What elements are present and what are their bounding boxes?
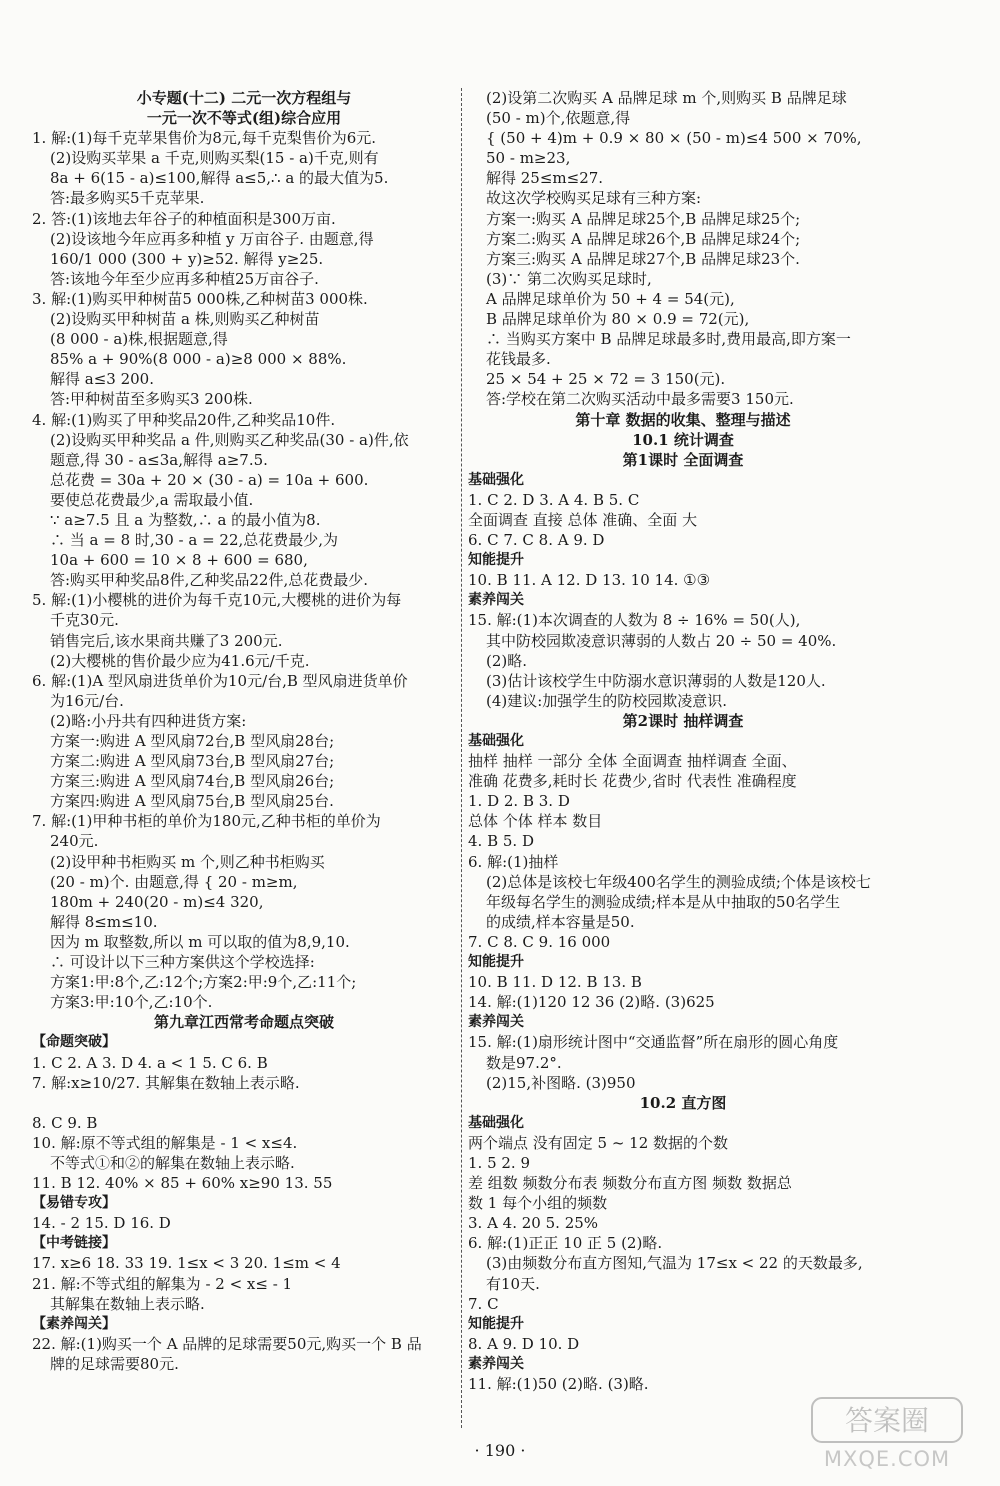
answer-line: A 品牌足球单价为 50 + 4 = 54(元), — [486, 289, 735, 308]
answer-line: 的成绩,样本容量是50. — [486, 912, 635, 931]
answer-line: 答:最多购买5千克苹果. — [50, 189, 205, 208]
left-column — [32, 88, 456, 1374]
answer-line: 方案一:购进 A 型风扇72台,B 型风扇28台; — [50, 732, 335, 750]
answer-line: 2. 答:(1)该地去年谷子的种植面积是300万亩. — [32, 209, 336, 228]
answer-line: 千克30元. — [50, 611, 119, 630]
answer-line: 6. C 7. C 8. A 9. D — [468, 531, 605, 550]
answer-line: 因为 m 取整数,所以 m 可以取的值为8,9,10. — [50, 932, 350, 951]
answer-line: (8 000 - a)株,根据题意,得 — [50, 330, 228, 349]
answer-line: 有10天. — [486, 1274, 540, 1293]
answer-line: 全面调查 直接 总体 准确、全面 大 — [468, 510, 698, 529]
subsection-label: 知能提升 — [468, 1315, 524, 1332]
answer-line: 8. C 9. B — [32, 1113, 98, 1132]
answer-line: 180m + 240(20 - m)≤4 320, — [50, 892, 264, 911]
answer-line: (2)设购买甲种奖品 a 件,则购买乙种奖品(30 - a)件,依 — [50, 430, 409, 449]
answer-line: ∵ a≥7.5 且 a 为整数,∴ a 的最小值为8. — [50, 510, 321, 529]
answer-line: 85% a + 90%(8 000 - a)≥8 000 × 88%. — [50, 350, 347, 369]
answer-line: 11. B 12. 40% × 85 + 60% x≥90 13. 55 — [32, 1174, 333, 1193]
answer-line: 1. 解:(1)每千克苹果售价为8元,每千克梨售价为6元. — [32, 129, 377, 148]
answer-line: 7. C — [468, 1294, 499, 1313]
answer-line: 6. 解:(1)A 型风扇进货单价为10元/台,B 型风扇进货单价 — [32, 671, 408, 690]
answer-line: (2)略. — [486, 651, 528, 670]
answer-line: 8a + 6(15 - a)≤100,解得 a≤5,∴ a 的最大值为5. — [50, 169, 389, 188]
answer-line: (20 - m)个. 由题意,得 { 20 - m≥m, — [50, 872, 298, 891]
answer-line: 7. 解:(1)甲种书柜的单价为180元,乙种书柜的单价为 — [32, 812, 381, 831]
answer-line: 方案四:购进 A 型风扇75台,B 型风扇25台. — [50, 792, 334, 811]
answer-line: { (50 + 4)m + 0.9 × 80 × (50 - m)≤4 500 × 70%, — [486, 129, 862, 148]
answer-line: 50 - m≥23, — [486, 149, 571, 168]
answer-line: 方案三:购进 A 型风扇74台,B 型风扇26台; — [50, 772, 335, 791]
answer-line: 方案二:购买 A 品牌足球26个,B 品牌足球24个; — [486, 229, 801, 248]
answer-line: (2)大樱桃的售价最少应为41.6元/千克. — [50, 651, 310, 670]
subsection-label: 知能提升 — [468, 552, 524, 569]
answer-line: 故这次学校购买足球有三种方案: — [486, 189, 702, 208]
answer-line: 总体 个体 样本 数目 — [468, 812, 603, 831]
answer-line: 3. A 4. 20 5. 25% — [468, 1214, 599, 1233]
answer-line: (3)由频数分布直方图知,气温为 17≤x < 22 的天数最多, — [486, 1254, 863, 1273]
answer-line: 牌的足球需要80元. — [50, 1354, 179, 1373]
answer-line: 方案三:购买 A 品牌足球27个,B 品牌足球23个. — [486, 249, 800, 268]
answer-line: 1. C 2. D 3. A 4. B 5. C — [468, 490, 640, 509]
answer-line — [32, 1093, 456, 1113]
subsection-label: 【中考链接】 — [32, 1235, 116, 1252]
answer-line: (3)∵ 第二次购买足球时, — [486, 269, 652, 288]
answer-line: 6. 解:(1)正正 10 正 5 (2)略. — [468, 1234, 663, 1253]
answer-line: 25 × 54 + 25 × 72 = 3 150(元). — [486, 370, 726, 389]
section-title: 第九章江西常考命题点突破 — [153, 1013, 334, 1032]
answer-line: 8. A 9. D 10. D — [468, 1334, 580, 1353]
answer-line: 方案二:购进 A 型风扇73台,B 型风扇27台; — [50, 752, 335, 771]
answer-line: 14. - 2 15. D 16. D — [32, 1214, 171, 1233]
answer-line: 解得 8≤m≤10. — [50, 912, 158, 931]
subsection-label: 素养闯关 — [468, 1355, 524, 1372]
answer-line: (2)设购买甲种树苗 a 株,则购买乙种树苗 — [50, 310, 320, 329]
subsection-label: 【易错专攻】 — [32, 1195, 116, 1212]
subsection-label: 【命题突破】 — [32, 1034, 116, 1051]
answer-line: 6. 解:(1)抽样 — [468, 852, 559, 871]
answer-line: 数是97.2°. — [486, 1053, 562, 1072]
answer-line: (4)建议:加强学生的防校园欺凌意识. — [486, 691, 728, 710]
answer-line: 4. 解:(1)购买了甲种奖品20件,乙种奖品10件. — [32, 410, 336, 429]
answer-line: 15. 解:(1)扇形统计图中“交通监督”所在扇形的圆心角度 — [468, 1033, 839, 1052]
answer-line: 两个端点 没有固定 5 ~ 12 数据的个数 — [468, 1133, 729, 1152]
answer-line: 方案一:购买 A 品牌足球25个,B 品牌足球25个; — [486, 209, 801, 228]
answer-line: 准确 花费多,耗时长 花费少,省时 代表性 准确程度 — [468, 772, 797, 791]
subsection-label: 素养闯关 — [468, 592, 524, 609]
answer-line: (2)设甲种书柜购买 m 个,则乙种书柜购买 — [50, 852, 325, 871]
answer-line: 年级每名学生的测验成绩;样本是从中抽取的50名学生 — [486, 892, 841, 911]
watermark-logo — [792, 1394, 982, 1474]
answer-line: 7. C 8. C 9. 16 000 — [468, 932, 611, 951]
subsection-label: 基础强化 — [468, 471, 524, 488]
answer-line: 240元. — [50, 832, 99, 851]
section-title: 第2课时 抽样调查 — [622, 711, 744, 730]
answer-line: 题意,得 30 - a≤3a,解得 a≥7.5. — [50, 450, 268, 469]
answer-line: 数 1 每个小组的频数 — [468, 1194, 608, 1213]
answer-line: 解得 25≤m≤27. — [486, 169, 604, 188]
answer-line: 10. 解:原不等式组的解集是 - 1 < x≤4. — [32, 1133, 298, 1152]
answer-line: ∴ 当 a = 8 时,30 - a = 22,总花费最少,为 — [50, 531, 339, 550]
answer-line: 15. 解:(1)本次调查的人数为 8 ÷ 16% = 50(人), — [468, 611, 801, 630]
section-title: 10.1 统计调查 — [632, 430, 734, 449]
answer-line: 1. C 2. A 3. D 4. a < 1 5. C 6. B — [32, 1053, 268, 1072]
answer-line: 其中防校园欺凌意识薄弱的人数占 20 ÷ 50 = 40%. — [486, 631, 837, 650]
answer-line: (2)略:小丹共有四种进货方案: — [50, 711, 247, 730]
column-divider — [461, 88, 462, 1428]
answer-line: 3. 解:(1)购买甲种树苗5 000株,乙种树苗3 000株. — [32, 289, 368, 308]
section-title: 第十章 数据的收集、整理与描述 — [575, 410, 791, 429]
answer-line: 5. 解:(1)小樱桃的进价为每千克10元,大樱桃的进价为每 — [32, 591, 402, 610]
answer-line: (2)设购买苹果 a 千克,则购买梨(15 - a)千克,则有 — [50, 149, 379, 168]
answer-line: (2)总体是该校七年级400名学生的测验成绩;个体是该校七 — [486, 872, 871, 891]
answer-line: 10. B 11. D 12. B 13. B — [468, 973, 642, 992]
answer-line: (2)设第二次购买 A 品牌足球 m 个,则购买 B 品牌足球 — [486, 89, 847, 107]
answer-line: 差 组数 频数分布表 频数分布直方图 频数 数据总 — [468, 1174, 792, 1193]
answer-line: 1. D 2. B 3. D — [468, 792, 570, 811]
answer-line: 10. B 11. A 12. D 13. 10 14. ①③ — [468, 571, 711, 590]
answer-line: ∴ 当购买方案中 B 品牌足球最多时,费用最高,即方案一 — [486, 330, 851, 349]
watermark-text: MXQE.COM — [823, 1447, 951, 1471]
answer-line: 方案3:甲:10个,乙:10个. — [50, 993, 213, 1012]
answer-line: 17. x≥6 18. 33 19. 1≤x < 3 20. 1≤m < 4 — [32, 1254, 341, 1273]
answer-line: 答:学校在第二次购买活动中最多需要3 150元. — [486, 390, 794, 409]
answer-line: 销售完后,该水果商共赚了3 200元. — [50, 631, 283, 650]
subsection-label: 基础强化 — [468, 733, 524, 749]
answer-line: 答:购买甲种奖品8件,乙种奖品22件,总花费最少. — [50, 571, 368, 590]
page-number: · 190 · — [474, 1441, 526, 1460]
right-column — [468, 88, 898, 1394]
answer-line: 方案1:甲:8个,乙:12个;方案2:甲:9个,乙:11个; — [50, 973, 357, 992]
answer-line: 其解集在数轴上表示略. — [50, 1294, 205, 1313]
answer-line: 14. 解:(1)120 12 36 (2)略. (3)625 — [468, 993, 715, 1012]
answer-line: 抽样 抽样 一部分 全体 全面调查 抽样调查 全面、 — [468, 752, 797, 771]
answer-line: 7. 解:x≥10/27. 其解集在数轴上表示略. — [32, 1073, 300, 1092]
answer-line: (50 - m)个,依题意,得 — [486, 109, 631, 128]
answer-line: 总花费 = 30a + 20 × (30 - a) = 10a + 600. — [50, 470, 369, 489]
section-title: 10.2 直方图 — [639, 1093, 727, 1112]
answer-line: 160/1 000 (300 + y)≥52. 解得 y≥25. — [50, 249, 324, 268]
answer-line: 22. 解:(1)购买一个 A 品牌的足球需要50元,购买一个 B 品 — [32, 1334, 422, 1353]
subsection-label: 【素养闯关】 — [32, 1315, 116, 1332]
subsection-label: 素养闯关 — [468, 1014, 524, 1031]
answer-line: 21. 解:不等式组的解集为 - 2 < x≤ - 1 — [32, 1274, 293, 1293]
answer-line: 答:甲种树苗至多购买3 200株. — [50, 390, 253, 409]
answer-line: 为16元/台. — [50, 691, 124, 710]
answer-line: 1. 5 2. 9 — [468, 1153, 531, 1172]
section-title: 第1课时 全面调查 — [622, 450, 744, 469]
answer-line: 10a + 600 = 10 × 8 + 600 = 680, — [50, 551, 308, 570]
answer-line: 花钱最多. — [486, 350, 551, 369]
answer-line: 要使总花费最少,a 需取最小值. — [50, 490, 254, 509]
subsection-label: 知能提升 — [468, 954, 524, 971]
watermark-logo-text: 答案圈 — [844, 1404, 930, 1437]
section-title: 一元一次不等式(组)综合应用 — [146, 109, 342, 128]
answer-line: 4. B 5. D — [468, 832, 534, 851]
answer-line: ∴ 可设计以下三种方案供这个学校选择: — [50, 953, 315, 972]
subsection-label: 基础强化 — [468, 1114, 524, 1131]
answer-line: (2)15,补图略. (3)950 — [486, 1073, 636, 1092]
answer-line: (3)估计该校学生中防溺水意识薄弱的人数是120人. — [486, 671, 826, 690]
answer-line: B 品牌足球单价为 80 × 0.9 = 72(元), — [486, 310, 750, 329]
answer-line: 11. 解:(1)50 (2)略. (3)略. — [468, 1375, 649, 1393]
answer-line: 解得 a≤3 200. — [50, 370, 154, 389]
answer-line: (2)设该地今年应再多种植 y 万亩谷子. 由题意,得 — [50, 229, 374, 248]
section-title: 小专题(十二) 二元一次方程组与 — [136, 89, 352, 107]
answer-line: 不等式①和②的解集在数轴上表示略. — [50, 1153, 295, 1172]
answer-line: 答:该地今年至少应再多种植25万亩谷子. — [50, 269, 319, 288]
